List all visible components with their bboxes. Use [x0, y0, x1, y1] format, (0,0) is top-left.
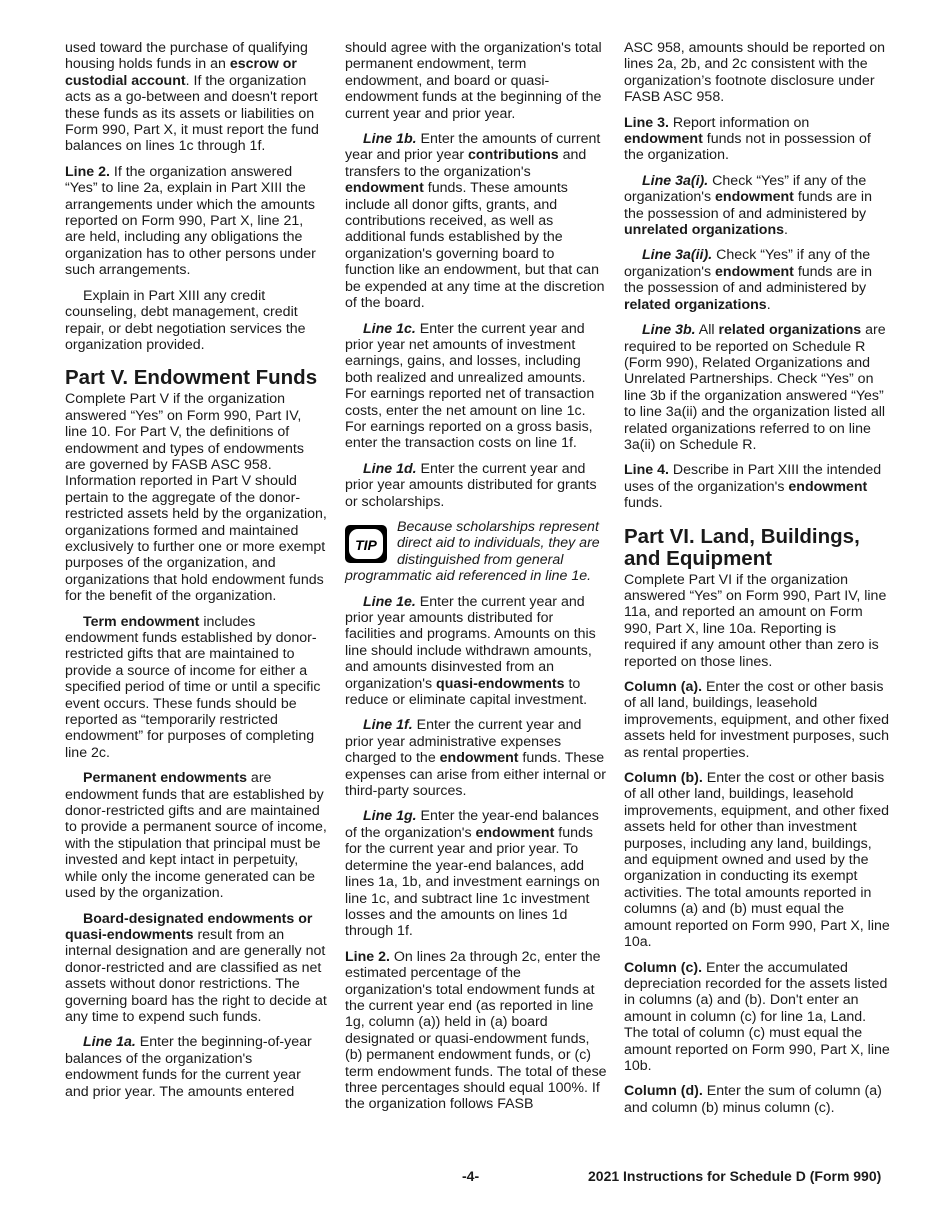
heading-part-v: Part V. Endowment Funds: [65, 366, 318, 390]
paragraph-part-v-intro: Complete Part V if the organization answered “Yes” on Form 990, Part IV, line 10. For Part V, the definitions of endowment and types of endowments are governed by FASB ASC 958. Information reported in Part V should pertain to the aggregate of the donor-restricted assets held by the organization, organizations formed and maintained exclusively to further one or more exempt purposes of the organization, and organizations that hold endowment funds for the benefit of the organization.: [65, 391, 327, 605]
paragraph-line3ai: Line 3a(i). Check “Yes” if any of the organization's endowment funds are in the possession of and administered by unrelated organizations.: [624, 172, 872, 239]
paragraph-line1d: Line 1d. Enter the current year and prior year amounts distributed for grants or scholarships.: [345, 460, 597, 510]
tip-badge-label: TIP: [355, 536, 377, 553]
paragraph-part-vi-intro: Complete Part VI if the organization answered “Yes” on Form 990, Part IV, line 11a, and reported an amount on Form 990, Part X, line 10a. Reporting is required if any amount other than zero is reported on those lines.: [624, 571, 887, 670]
paragraph-line1b: Line 1b. Enter the amounts of current year and prior year contributions and transfers to the organization's endowment funds. These amounts include all donor gifts, grants, and contributions received, as well as additional funds established by the organization's governing board to function like an endowment, but that can be expended at any time at the discretion of the board.: [345, 131, 605, 312]
tip-icon: [345, 525, 387, 563]
column-middle: [345, 40, 607, 1122]
paragraph-line1e: Line 1e. Enter the current year and prior year amounts distributed for facilities and programs. Amounts on this line should include withdrawn amounts, and amounts disinvested from an organization's quasi-endowments to reduce or eliminate capital investment.: [345, 593, 596, 709]
paragraph-line1g: Line 1g. Enter the year-end balances of the organization's endowment funds for the current year and prior year. To determine the year-end balances, add lines 1a, 1b, and investment earnings on line 1c, and subtract line 1c investment losses and the amounts on lines 1d through 1f.: [345, 808, 600, 940]
paragraph-term-endowment: Term endowment includes endowment funds established by donor-restricted gifts that are maintained to provide a source of income for either a specified period of time or until a specific event occurs. These funds should be reported as “temporarily restricted endowment” for purposes of completing line 2c.: [65, 613, 321, 761]
paragraph-line3b: Line 3b. All related organizations are required to be reported on Schedule R (Form 990), Related Organizations and Unrelated Partnerships. Check “Yes” on line 3b if the organization answered “Yes” to line 3a(ii) and the organization listed all related organizations referred to on line 3a(ii) on Schedule R.: [624, 322, 886, 453]
tip-text-last-line: programmatic aid referenced in line 1e.: [345, 568, 592, 585]
paragraph-continued: should agree with the organization's total permanent endowment, term endowment, and board or quasi-endowment funds at the beginning of the current year and prior year.: [345, 40, 602, 122]
paragraph-column-a: Column (a). Enter the cost or other basis of all land, buildings, leasehold improvements, equipment, and other fixed assets held for investment purposes, such as rental properties.: [624, 679, 889, 761]
paragraph-line2: Line 2. If the organization answered “Yes” to line 2a, explain in Part XIII the arrangements under which the amounts reported on Form 990, Part X, line 21, are held, including any obligations the organization has to other persons under such arrangements.: [65, 163, 316, 279]
paragraph-escrow: used toward the purchase of qualifying housing holds funds in an escrow or custodial account. If the organization acts as a go-between and doesn't report these funds as its assets or liabilities on Form 990, Part X, it must report the fund balances on lines 1c through 1f.: [65, 40, 319, 155]
heading-part-vi: Part VI. Land, Buildings, and Equipment: [624, 524, 860, 570]
page-number: -4-: [462, 1168, 480, 1184]
paragraph-explain: Explain in Part XIII any credit counseling, debt management, credit repair, or debt negotiation services the organization provided.: [65, 287, 306, 353]
tip-text: Because scholarships represent direct aid to individuals, they are distinguished from general: [397, 518, 600, 568]
paragraph-line3aii: Line 3a(ii). Check “Yes” if any of the organization's endowment funds are in the possession of and administered by related organizations.: [624, 247, 872, 313]
paragraph-permanent-endowments: Permanent endowments are endowment funds that are established by donor-restricted gifts and are maintained to provide a permanent source of income, with the stipulation that principal must be invested and kept intact in perpetuity, while only the income generated can be used by the organization.: [65, 770, 327, 902]
paragraph-line1a: Line 1a. Enter the beginning-of-year balances of the organization's endowment funds for the current year and prior year. The amounts entered: [65, 1034, 312, 1100]
paragraph-line1c: Line 1c. Enter the current year and prior year net amounts of investment earnings, gains, and losses, including both realized and unrealized amounts. For earnings reported net of transaction costs, enter the net amount on line 1c. For earnings reported on a gross basis, enter the transaction costs on line 1f.: [345, 320, 595, 452]
column-left: [65, 40, 327, 1109]
column-right: [624, 40, 890, 1125]
paragraph-line3: Line 3. Report information on endowment funds not in possession of the organization.: [624, 114, 871, 164]
paragraph-line4: Line 4. Describe in Part XIII the intended uses of the organization's endowment funds.: [624, 462, 882, 512]
paragraph-column-d: Column (d). Enter the sum of column (a) and column (b) minus column (c).: [624, 1083, 882, 1116]
tip-callout: [345, 519, 607, 585]
paragraph-board-designated: Board-designated endowments or quasi-endowments result from an internal designation and are generally not donor-restricted and are classified as net assets without donor restrictions. The governing board has the right to decide at any time to expend such funds.: [65, 910, 327, 1025]
paragraph-column-c: Column (c). Enter the accumulated depreciation recorded for the assets listed in columns (a) and (b). Don't enter an amount in column (c) for line 1a, Land. The total of column (c) must equal the amount reported on Form 990, Part X, line 10b.: [624, 959, 890, 1074]
paragraph-line1f: Line 1f. Enter the current year and prior year administrative expenses charged to the endowment funds. These expenses can arise from either internal or third-party sources.: [345, 717, 607, 800]
paragraph-asc958: ASC 958, amounts should be reported on lines 2a, 2b, and 2c consistent with the organization’s footnote disclosure under FASB ASC 958.: [624, 40, 886, 106]
paragraph-line2-percentages: Line 2. On lines 2a through 2c, enter the estimated percentage of the organization's total endowment funds at the current year end (as reported in line 1g, column (a)) held in (a) board designated or quasi-endowment funds, (b) permanent endowment funds, or (c) term endowment funds. The total of these three percentages should equal 100%. If the organization follows FASB: [345, 948, 607, 1113]
footer-title: 2021 Instructions for Schedule D (Form 990): [588, 1168, 882, 1184]
paragraph-column-b: Column (b). Enter the cost or other basis of all other land, buildings, leasehold improvements, equipment, and other fixed assets held for other than investment purposes, including any land, buildings, and equipment owned and used by the organization in conducting its exempt activities. The total amounts reported in columns (a) and (b) must equal the amount reported on Form 990, Part X, line 10a.: [624, 770, 890, 951]
